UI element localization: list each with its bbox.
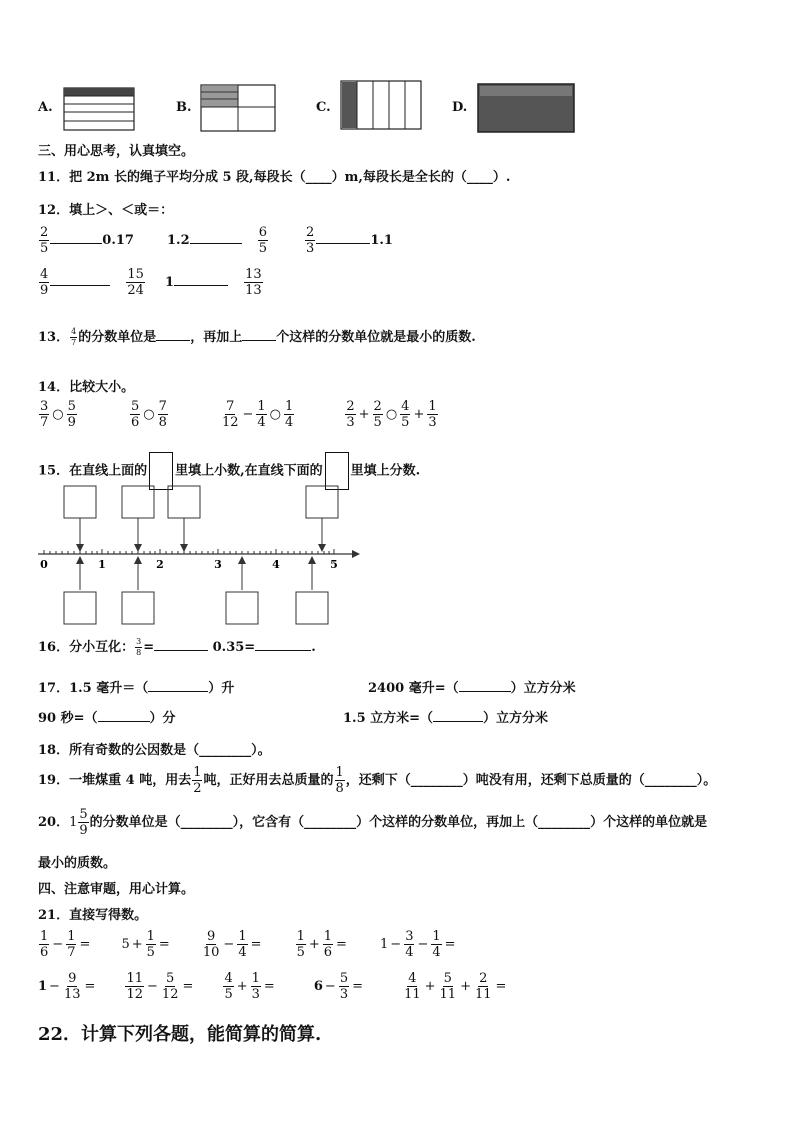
tick-label: 5 bbox=[330, 558, 338, 571]
question-13: 13． $\frac{4}{7}$ 的分数单位是 ，再加上 个这样的分数单位就是最小的质数. bbox=[38, 327, 476, 347]
question-16: 16．分小互化： $\frac{3}{8}$ = 0.35= . bbox=[38, 637, 316, 657]
number-line-figure bbox=[30, 482, 370, 628]
tick-label: 0 bbox=[40, 558, 48, 571]
tick-label: 3 bbox=[214, 558, 222, 571]
question-12-row-2: $\frac{4}{9}$ $\frac{15}{24}$ 1 $\frac{13}{13}$ bbox=[40, 267, 262, 298]
tick-label: 4 bbox=[272, 558, 280, 571]
question-20-cont: 最小的质数。 bbox=[38, 856, 117, 871]
tick-label: 2 bbox=[156, 558, 164, 571]
question-21-title: 21．直接写得数。 bbox=[38, 908, 148, 923]
question-14-expressions: $\frac{3}{7}$ ○ $\frac{5}{9}$ $\frac{5}{6}$ ○ $\frac{7}{8}$ $\frac{7}{12}$ − $\frac{1}{4}$ ○ $\frac{1}{4}$ $\frac{2}{3}$ + $\frac{2}{5}$ ○ $\frac{4}{5}$ + $\frac{1}{3}$ bbox=[40, 399, 437, 430]
option-c-label: C. bbox=[316, 100, 331, 115]
question-21-row-2: 1 − $\frac{9}{13}$ = $\frac{11}{12}$ − $\frac{5}{12}$ = $\frac{4}{5}$ + $\frac{1}{3}$ = 6 − $\frac{5}{3}$ = $\frac{4}{11}$ + $\frac{5}{11}$ + $\frac{2}{11}$ = bbox=[38, 971, 507, 1002]
question-18: 18．所有奇数的公因数是（________）。 bbox=[38, 743, 271, 758]
question-22: 22．计算下列各题，能简算的简算. bbox=[38, 1024, 322, 1045]
question-17-d: 1.5 立方米=（ ）立方分米 bbox=[343, 711, 549, 726]
option-a-figure bbox=[63, 87, 135, 131]
question-17-a: 17．1.5 毫升＝（ ）升 bbox=[38, 681, 235, 696]
option-c-figure bbox=[340, 80, 422, 130]
option-d-figure bbox=[476, 82, 576, 134]
question-20: 20． 1 $\frac{5}{9}$ 的分数单位是（________），它含有（________）个这样的分数单位，再加上（________）个这样的单位就是 bbox=[38, 807, 708, 838]
option-b-figure bbox=[200, 84, 276, 132]
question-19: 19．一堆煤重 4 吨，用去 $\frac{1}{2}$ 吨，正好用去总质量的 $\frac{1}{8}$ ，还剩下（________）吨没有用，还剩下总质量的（________）。 bbox=[38, 765, 717, 796]
option-b-label: B. bbox=[176, 100, 192, 115]
question-21-row-1: $\frac{1}{6}$ − $\frac{1}{7}$ = 5 + $\frac{1}{5}$ = $\frac{9}{10}$ − $\frac{1}{4}$ = $\frac{1}{5}$ + $\frac{1}{6}$ = 1 − $\frac{3}{4}$ − $\frac{1}{4}$ = bbox=[40, 929, 456, 960]
question-14-title: 14．比较大小。 bbox=[38, 380, 135, 395]
section-3-heading: 三、用心思考，认真填空。 bbox=[38, 144, 195, 159]
section-4-heading: 四、注意审题，用心计算。 bbox=[38, 882, 195, 897]
option-d-label: D. bbox=[452, 100, 468, 115]
question-17-b: 2400 毫升=（ ）立方分米 bbox=[368, 681, 576, 696]
question-15: 15．在直线上面的 里填上小数,在直线下面的 里填上分数. bbox=[38, 452, 420, 490]
question-12-title: 12．填上＞、＜或＝： bbox=[38, 203, 174, 218]
option-a-label: A. bbox=[38, 100, 53, 115]
question-11: 11．把 2m 长的绳子平均分成 5 段,每段长（____）m,每段长是全长的（____）. bbox=[38, 170, 511, 185]
question-17-c: 90 秒=（ ）分 bbox=[38, 711, 176, 726]
question-12-row-1: $\frac{2}{5}$ 0.17 1.2 $\frac{6}{5}$ $\frac{2}{3}$ 1.1 bbox=[40, 225, 393, 256]
tick-label: 1 bbox=[98, 558, 106, 571]
